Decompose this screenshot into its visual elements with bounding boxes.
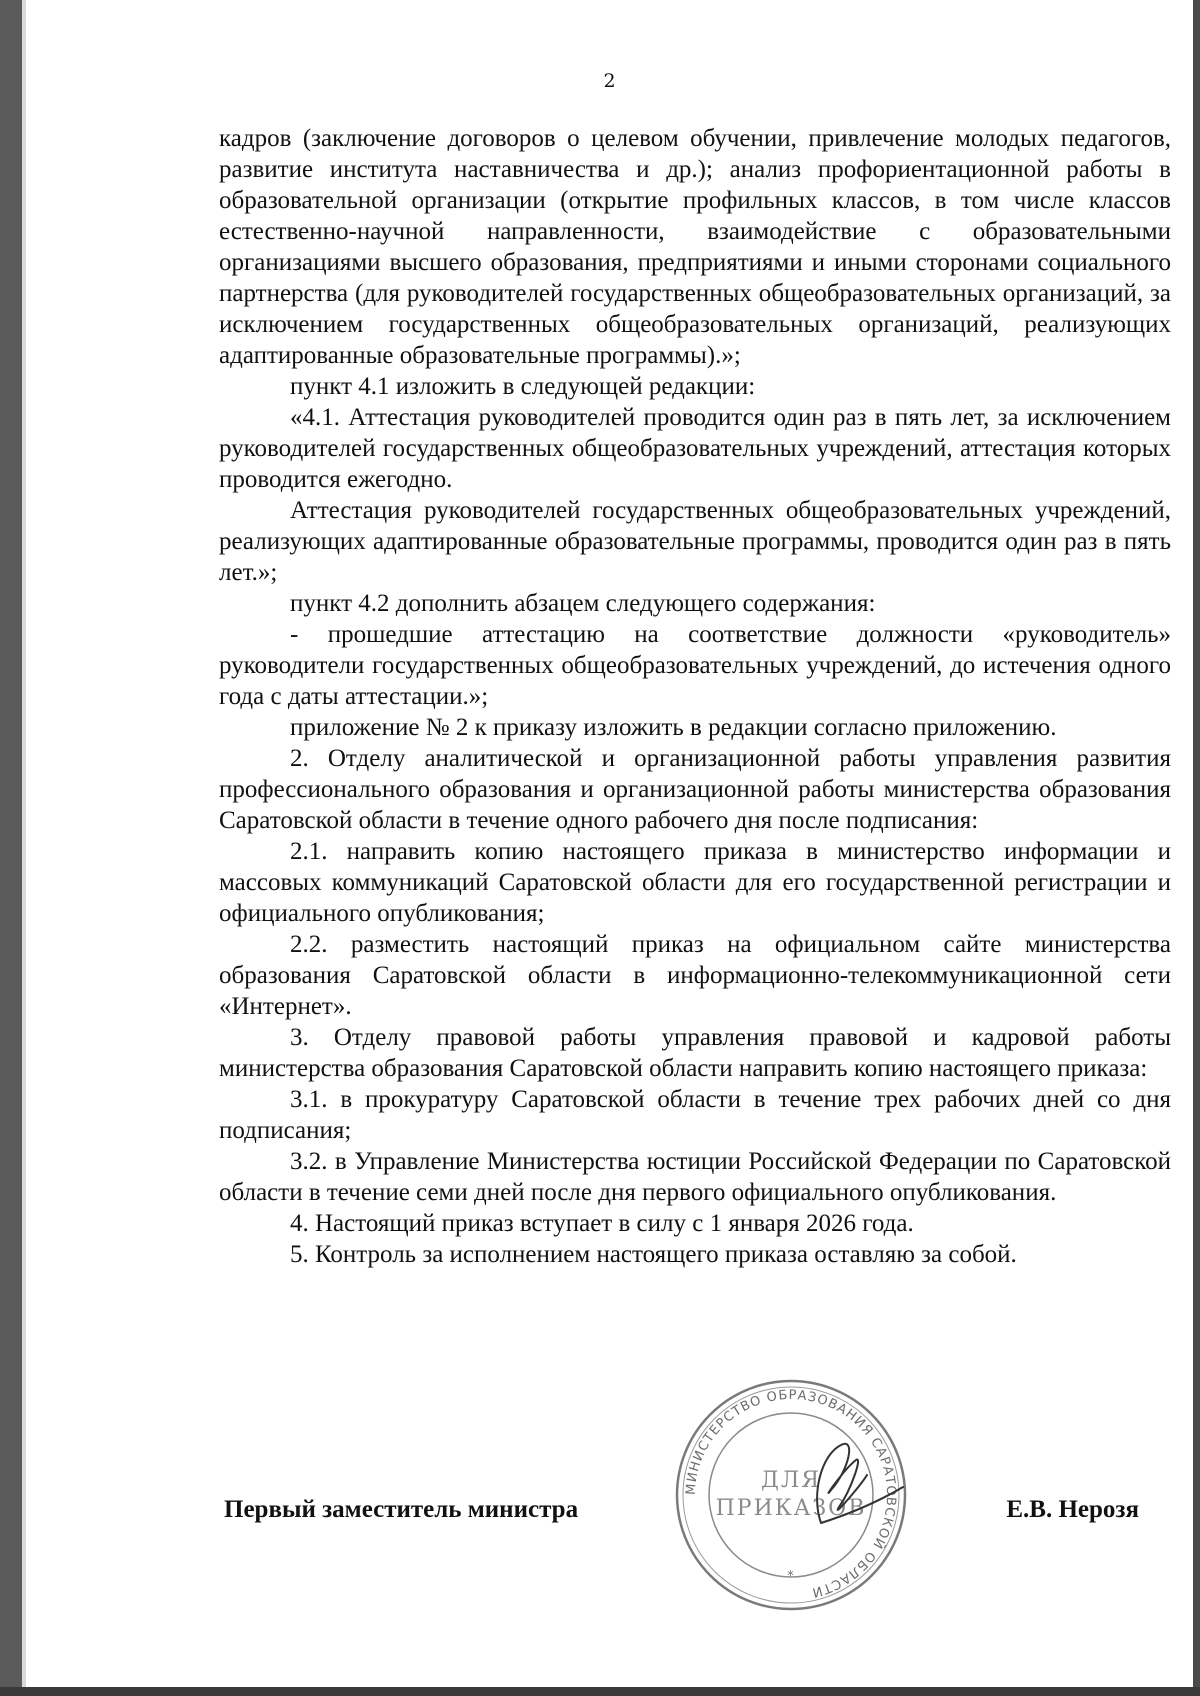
paragraph: Аттестация руководителей государственных общеобразовательных учреждений, реализующих адаптированные образовательные программы, проводится один раз в пять лет.»;	[219, 497, 1171, 586]
paragraph: «4.1. Аттестация руководителей проводится один раз в пять лет, за исключением руководителей государственных общеобразовательных учреждений, аттестация которых проводится ежегодно.	[219, 404, 1171, 493]
official-seal	[671, 1375, 911, 1615]
scan-border-left	[0, 0, 22, 1696]
signatory-name: Е.В. Нерозя	[1006, 1496, 1139, 1523]
document-page	[26, 0, 1193, 1687]
paragraph: 2.1. направить копию настоящего приказа в министерство информации и массовых коммуникаций Саратовской области для его государственной регистрации и официального опубликования;	[219, 838, 1171, 927]
paragraph: пункт 4.1 изложить в следующей редакции:	[290, 373, 756, 400]
paragraph: - прошедшие аттестацию на соответствие должности «руководитель» руководители государственных общеобразовательных учреждений, до истечения одного года с даты аттестации.»;	[219, 621, 1171, 710]
paragraph: 3.1. в прокуратуру Саратовской области в течение трех рабочих дней со дня подписания;	[219, 1086, 1171, 1144]
signatory-position: Первый заместитель министра	[224, 1496, 579, 1523]
paragraph: 3. Отделу правовой работы управления правовой и кадровой работы министерства образования Саратовской области направить копию настоящего приказа:	[219, 1024, 1171, 1082]
paragraph: кадров (заключение договоров о целевом обучении, привлечение молодых педагогов, развитие института наставничества и др.); анализ профориентационной работы в образовательной организации (открытие профильных классов, в том числе классов естественно-научной направленности, взаимодействие с образовательными организациями высшего образования, предприятиями и иными сторонами социального партнерства (для руководителей государственных общеобразовательных организаций, за исключением государственных общеобразовательных организаций, реализующих адаптированные образовательные программы).»;	[219, 125, 1171, 369]
paragraph: пункт 4.2 дополнить абзацем следующего содержания:	[290, 590, 876, 617]
seal-star: *	[787, 1569, 795, 1584]
paragraph: 3.2. в Управление Министерства юстиции Российской Федерации по Саратовской области в течение семи дней после дня первого официального опубликования.	[219, 1148, 1171, 1206]
paragraph: 5. Контроль за исполнением настоящего приказа оставляю за собой.	[290, 1241, 1017, 1268]
seal-center-line2: ПРИКАЗОВ	[715, 1496, 867, 1521]
scan-border-right	[1193, 0, 1200, 1696]
document-body	[219, 123, 1171, 1270]
paragraph: приложение № 2 к приказу изложить в редакции согласно приложению.	[290, 714, 1057, 741]
scan-border-bottom	[0, 1687, 1200, 1696]
paragraph: 2.2. разместить настоящий приказ на официальном сайте министерства образования Саратовской области в информационно-телекоммуникационной сети «Интернет».	[219, 931, 1171, 1020]
paragraph: 4. Настоящий приказ вступает в силу с 1 января 2026 года.	[290, 1210, 914, 1237]
page-number: 2	[603, 70, 616, 92]
seal-center-line1: ДЛЯ	[760, 1468, 822, 1493]
paragraph: 2. Отделу аналитической и организационной работы управления развития профессионального образования и организационной работы министерства образования Саратовской области в течение одного рабочего дня после подписания:	[219, 745, 1171, 834]
seal-ring-text: МИНИСТЕРСТВО ОБРАЗОВАНИЯ САРАТОВСКОЙ ОБЛАСТИ	[683, 1387, 899, 1600]
